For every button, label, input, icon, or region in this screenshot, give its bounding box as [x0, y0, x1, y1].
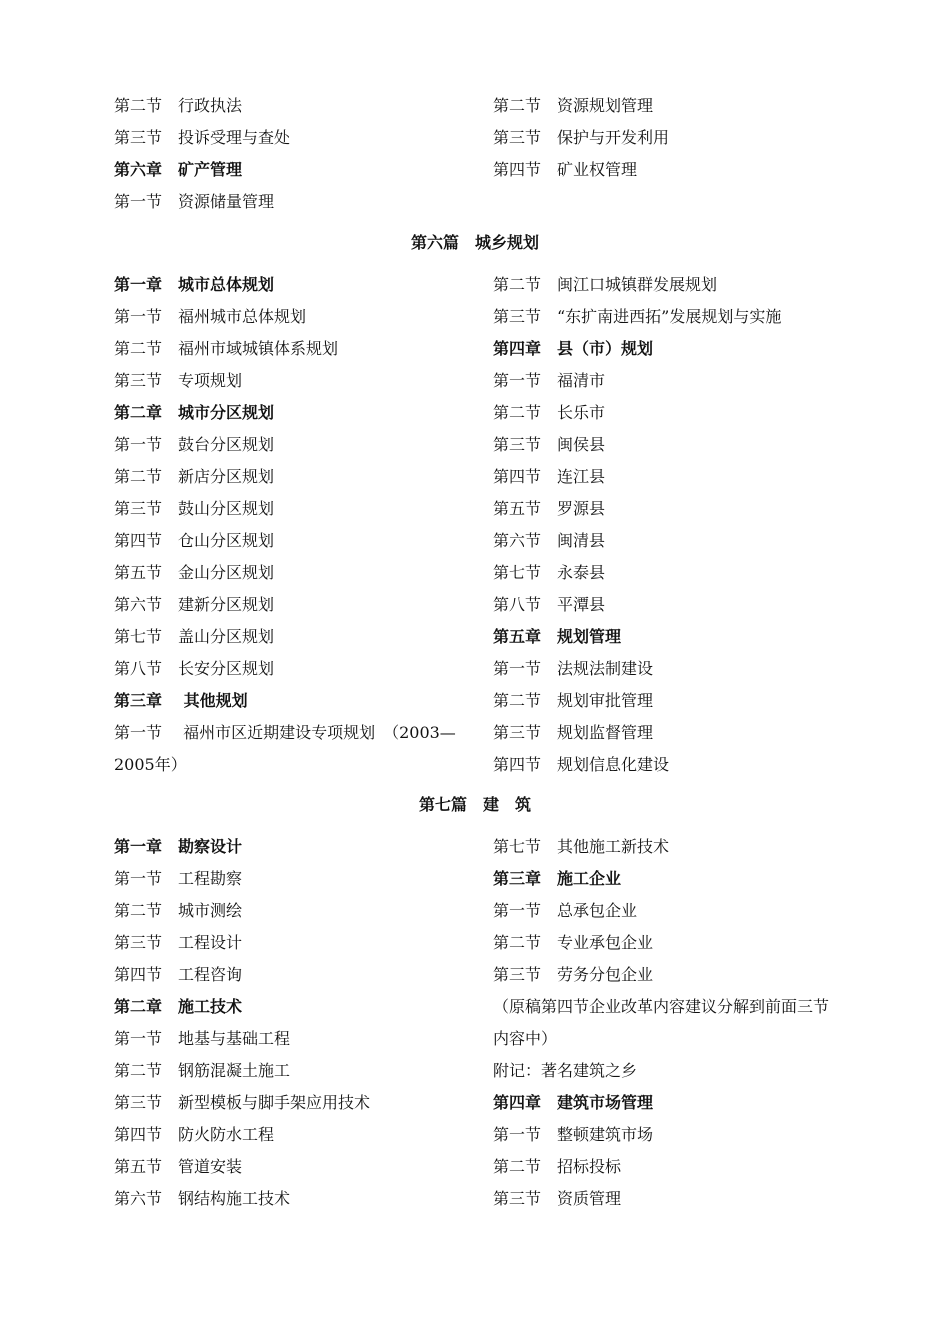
toc-section-entry: 第一节 福州城市总体规划	[114, 307, 307, 326]
toc-block-part5-end	[114, 90, 844, 218]
toc-section-entry: 第七节 盖山分区规划	[114, 627, 275, 646]
toc-section-entry: 第四节 规划信息化建设	[493, 755, 670, 774]
toc-section-entry: 第二节 新店分区规划	[114, 467, 275, 486]
toc-section-entry: 第三节 新型模板与脚手架应用技术	[114, 1093, 371, 1112]
toc-block-part6	[114, 269, 844, 781]
toc-section-entry: 第七节 永泰县	[493, 563, 606, 582]
toc-section-entry: 第一节 资源储量管理	[114, 192, 275, 211]
toc-section-entry: 第一节 福清市	[493, 371, 606, 390]
toc-section-entry: 第二节 闽江口城镇群发展规划	[493, 275, 718, 294]
toc-section-entry: 第三节 劳务分包企业	[493, 965, 654, 984]
toc-section-entry: 第三节 “东扩南进西拓”发展规划与实施	[493, 307, 782, 326]
toc-chapter-entry: 第二章 城市分区规划	[114, 403, 275, 422]
part-heading-6: 第六篇 城乡规划	[410, 233, 539, 252]
toc-chapter-entry: 第三章 施工企业	[493, 869, 622, 888]
toc-chapter-entry: 第四章 建筑市场管理	[493, 1093, 654, 1112]
toc-column-left	[114, 831, 493, 1215]
toc-section-entry: 第一节 整顿建筑市场	[493, 1125, 654, 1144]
toc-chapter-entry: 第五章 规划管理	[493, 627, 622, 646]
toc-chapter-entry: 第四章 县（市）规划	[493, 339, 654, 358]
toc-section-entry: 第四节 工程咨询	[114, 965, 243, 984]
toc-chapter-entry: 第一章 城市总体规划	[114, 275, 275, 294]
toc-section-entry: 第一节 鼓台分区规划	[114, 435, 275, 454]
toc-chapter-entry: 第二章 施工技术	[114, 997, 243, 1016]
toc-chapter-entry: 第三章 其他规划	[114, 691, 248, 710]
toc-section-entry: 第八节 平潭县	[493, 595, 606, 614]
toc-section-entry: 第一节 总承包企业	[493, 901, 638, 920]
toc-column-left	[114, 90, 493, 218]
toc-section-entry: 第二节 规划审批管理	[493, 691, 654, 710]
toc-section-entry: 第七节 其他施工新技术	[493, 837, 670, 856]
toc-section-entry: 第四节 防火防水工程	[114, 1125, 275, 1144]
toc-section-entry: 第三节 闽侯县	[493, 435, 606, 454]
toc-section-entry: 第五节 金山分区规划	[114, 563, 275, 582]
toc-section-entry: 第二节 招标投标	[493, 1157, 622, 1176]
toc-section-entry: 第八节 长安分区规划	[114, 659, 275, 678]
toc-section-entry: 第六节 钢结构施工技术	[114, 1189, 291, 1208]
toc-column-right	[493, 90, 844, 218]
toc-section-entry: 第四节 连江县	[493, 467, 606, 486]
toc-section-entry: 第四节 矿业权管理	[493, 160, 638, 179]
toc-section-entry: 第二节 长乐市	[493, 403, 606, 422]
toc-section-entry: 第三节 工程设计	[114, 933, 243, 952]
toc-chapter-entry: 第六章 矿产管理	[114, 160, 243, 179]
toc-section-entry: 第二节 专业承包企业	[493, 933, 654, 952]
toc-section-entry: 第二节 行政执法	[114, 96, 243, 115]
part-heading-7: 第七篇 建 筑	[418, 795, 531, 814]
toc-section-entry: 第一节 工程勘察	[114, 869, 243, 888]
toc-section-entry: 第三节 专项规划	[114, 371, 243, 390]
toc-block-part7	[114, 831, 844, 1215]
toc-section-entry: （原稿第四节企业改革内容建议分解到前面三节内容中）	[493, 997, 830, 1048]
toc-section-entry: 第六节 闽清县	[493, 531, 606, 550]
toc-section-entry: 附记：著名建筑之乡	[493, 1061, 638, 1080]
toc-section-entry: 第三节 保护与开发利用	[493, 128, 670, 147]
toc-section-entry: 第五节 罗源县	[493, 499, 606, 518]
toc-section-entry: 第五节 管道安装	[114, 1157, 243, 1176]
toc-column-left	[114, 269, 493, 781]
toc-section-entry: 第一节 地基与基础工程	[114, 1029, 291, 1048]
toc-chapter-entry: 第一章 勘察设计	[114, 837, 243, 856]
toc-section-entry: 第四节 仓山分区规划	[114, 531, 275, 550]
toc-section-entry: 第二节 资源规划管理	[493, 96, 654, 115]
toc-section-entry: 第二节 城市测绘	[114, 901, 243, 920]
toc-section-entry: 第二节 福州市域城镇体系规划	[114, 339, 339, 358]
toc-section-entry: 第一节 法规法制建设	[493, 659, 654, 678]
toc-section-entry: 第三节 鼓山分区规划	[114, 499, 275, 518]
toc-section-entry: 第三节 规划监督管理	[493, 723, 654, 742]
toc-column-right	[493, 831, 844, 1215]
toc-section-entry: 第三节 资质管理	[493, 1189, 622, 1208]
toc-section-entry: 第二节 钢筋混凝土施工	[114, 1061, 291, 1080]
toc-section-entry: 第六节 建新分区规划	[114, 595, 275, 614]
toc-section-entry: 第一节 福州市区近期建设专项规划 （2003—2005年）	[114, 723, 456, 774]
toc-column-right	[493, 269, 844, 781]
toc-section-entry: 第三节 投诉受理与查处	[114, 128, 291, 147]
